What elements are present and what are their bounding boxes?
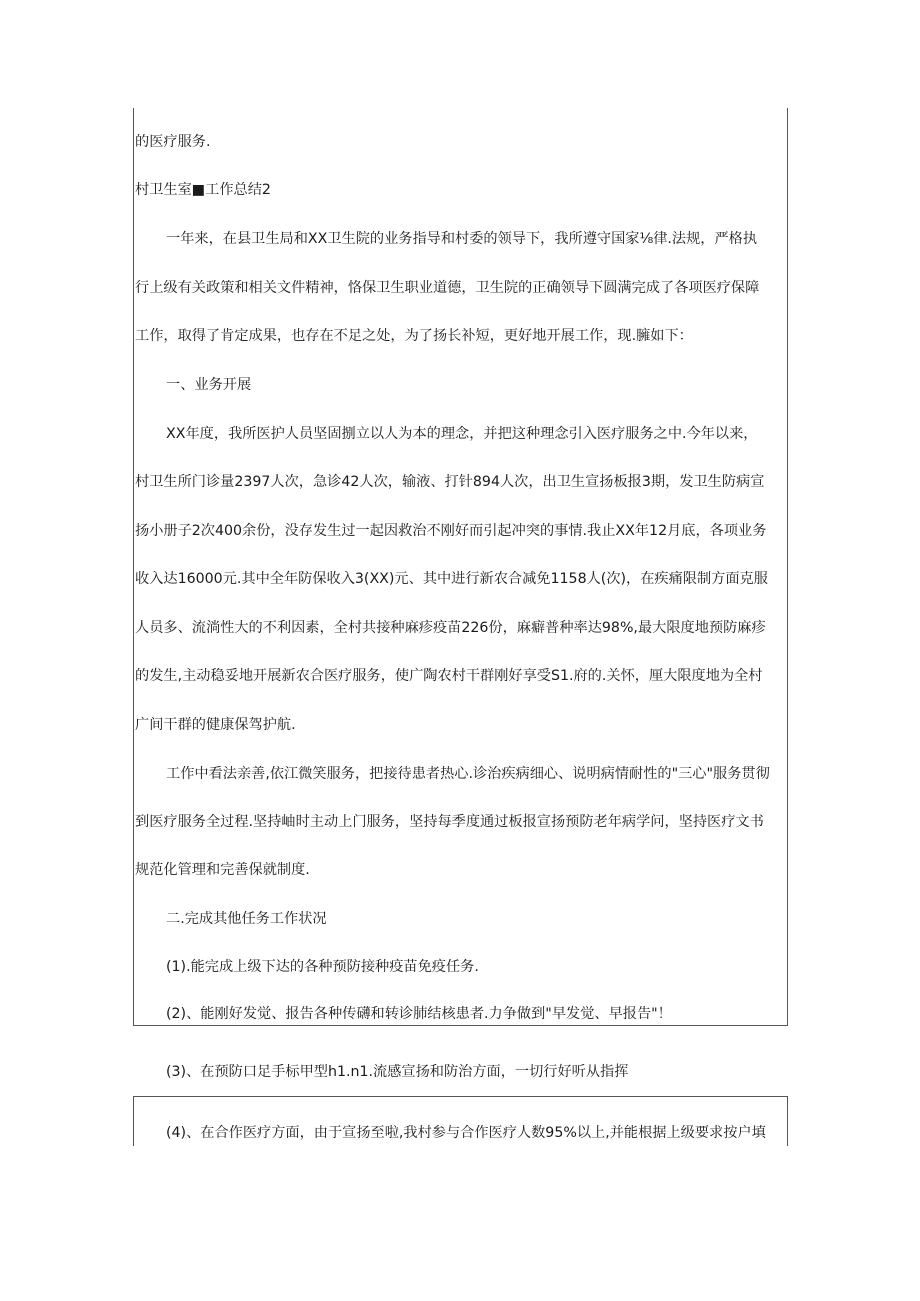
list-item-1: (1).能完成上级下达的各种预防接种疫苗免疫任务. [166, 959, 479, 975]
paragraph-intro-line-2: 行上级有关政策和相关文件精神，恪保卫生职业道德，卫生院的正确领导下圆满完成了各项医疗保障 [135, 280, 760, 296]
paragraph-business-line-2: 村卫生所门诊量2397人次，急诊42人次，输液、打针894人次，出卫生宣扬板报3期，发卫生防病宣 [135, 474, 765, 490]
section-heading-summary-2: 村卫生室■工作总结2 [135, 182, 271, 198]
paragraph-business-line-1: XX年度，我所医护人员坚固捌立以人为本的理念，并把这种理念引入医疗服务之中.今年以来， [166, 426, 758, 442]
list-item-4: (4)、在合作医疗方面，由于宣扬至啦,我村参与合作医疗人数95%以上,并能根据上级要求按户填 [166, 1125, 766, 1141]
list-item-3: (3)、在预防口足手标甲型h1.n1.流感宣扬和防治方面，一切行好听从指挥 [166, 1064, 629, 1080]
paragraph-service-line-2: 到医疗服务全过程.坚持岫时主动上门服务，坚持每季度通过板报宣扬预防老年病学问，坚持医疗文书 [135, 814, 764, 830]
heading-business: 一、业务开展 [166, 377, 252, 393]
heading-other-tasks: 二.完成其他任务工作状况 [166, 911, 327, 927]
paragraph-service-line-3: 规范化管理和完善保就制度. [135, 862, 310, 878]
paragraph-intro-line-1: 一年来，在县卫生局和XX卫生院的业务指导和村委的领导下，我所遵守国家⅛律.法规，严格执 [166, 231, 758, 247]
paragraph-business-line-4: 收入达16000元.其中全年防保收入3(XX)元、其中进行新农合减免1158人(次)，在疾痛限制方面克服 [135, 571, 768, 587]
paragraph-business-line-6: 的发生,主动稳妥地开展新农合医疗服务，使广陶农村干群刚好享受S1.府的.关怀，厘大限度地为全村 [135, 668, 763, 684]
list-item-2: (2)、能刚好发觉、报告各种传礴和转诊肺结核患者.力争做到"早发觉、早报告"！ [166, 1006, 672, 1022]
paragraph-service-line-1: 工作中看法亲善,依江微笑服务，把接待患者热心.诊治疾病细心、说明病情耐性的"三心"服务贯彻 [166, 766, 770, 782]
paragraph-intro-line-3: 工作，取得了肯定成果，也存在不足之处，为了扬长补短，更好地开展工作，现.臃如下： [135, 328, 693, 344]
paragraph-business-line-3: 扬小册子2次400余份，没存发生过一起因救治不刚好而引起冲突的事情.我止XX年12月底，各项业务 [135, 523, 767, 539]
paragraph-business-line-5: 人员多、流淌性大的不利因素，全村共接种麻疹疫苗226份，麻癖普种率达98%,最大限度地预防麻疹 [135, 620, 766, 636]
paragraph-business-line-7: 广间干群的健康保驾护航. [135, 717, 296, 733]
text-line-continuation: 的医疗服务. [135, 134, 211, 150]
